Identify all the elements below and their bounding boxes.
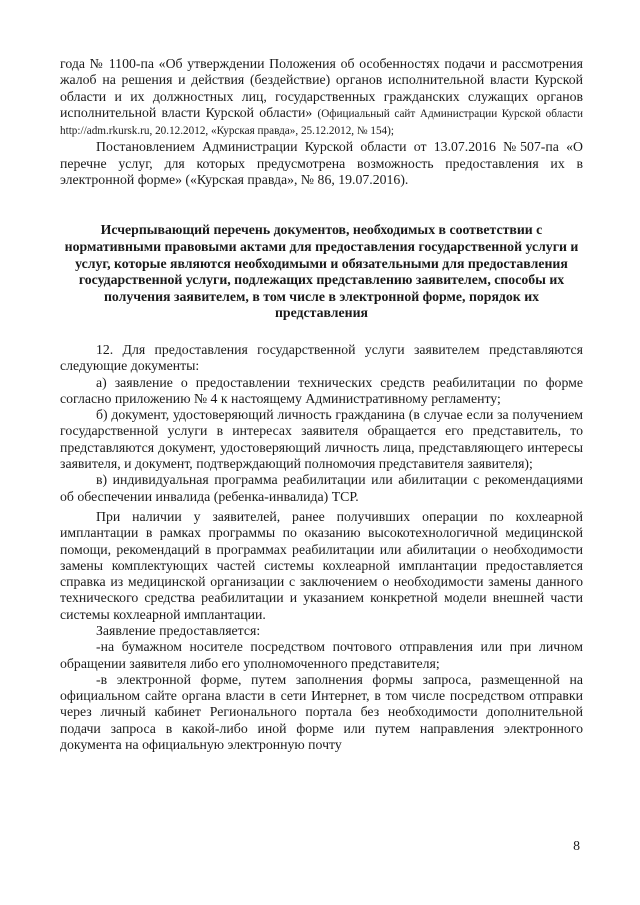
implant-paragraph: При наличии у заявителей, ранее получивших операции по кохлеарной имплантации в рамках программы по оказанию высокотехнологичной медицинской помощи, рекомендаций в программах реабилитации или абилитации о необходимости замены комплектующих частей системы кохлеарной имплантации предоставляется справка из медицинской организации с заключением о необходимости замены данного технического средства реабилитации и указанием конкретной модели внешней части системы кохлеарной имплантации. [60, 508, 583, 622]
item-b-paragraph: б) документ, удостоверяющий личность гражданина (в случае если за получением государственной услуги в интересах заявителя обращается его представитель, то представляются документ, удостоверяющий личность лица, представляющего интересы заявителя, и документ, подтверждающий полномочия представителя заявителя); [60, 407, 583, 472]
page-number: 8 [573, 838, 580, 853]
item-12-paragraph: 12. Для предоставления государственной услуги заявителем представляются следующие документы: [60, 341, 583, 374]
paper-method-paragraph: -на бумажном носителе посредством почтового отправления или при личном обращении заявителя либо его уполномоченного представителя; [60, 639, 583, 671]
intro-text: года № 1100-па «Об утверждении Положения об особенностях подачи и рассмотрения жалоб на решения и действия (бездействие) органов исполнительной власти Курской области и их должностных лиц, государственных гражданских служащих органов исполнительной власти Курской области» [60, 56, 583, 120]
intro-source-note: (Официальный сайт Администрации Курской области http://adm.rkursk.ru, 20.12.2012, «Курская правда», 25.12.2012, № 154); [60, 107, 583, 138]
item-v-paragraph: в) индивидуальная программа реабилитации или абилитации с рекомендациями об обеспечении инвалида (ребенка-инвалида) ТСР. [60, 472, 583, 504]
item-a-paragraph: а) заявление о предоставлении технических средств реабилитации по форме согласно приложению № 4 к настоящему Административному регламенту; [60, 374, 583, 406]
intro-paragraph [60, 56, 583, 139]
application-intro: Заявление предоставляется: [96, 622, 261, 638]
electronic-method-paragraph: -в электронной форме, путем заполнения формы запроса, размещенной на официальном сайте органа власти в сети Интернет, в том числе посредством отправки через личный кабинет Регионального портала без необходимости дополнительной подачи запроса в какой-либо иной форме или путем направления электронного документа на официальную электронную почту [60, 671, 583, 753]
document-page [60, 56, 583, 753]
decree-paragraph: Постановлением Администрации Курской области от 13.07.2016 №507-па «О перечне услуг, для которых предусмотрена возможность предоставления их в электронной форме» («Курская правда», № 86, 19.07.2016). [60, 139, 583, 188]
section-heading: Исчерпывающий перечень документов, необходимых в соответствии с нормативными правовыми актами для предоставления государственной услуги и услуг, которые являются необходимыми и обязательными для предоставления государственной услуги, подлежащих представлению заявителем, способы их получения заявителем, в том числе в электронной форме, порядок их представления [64, 222, 579, 321]
